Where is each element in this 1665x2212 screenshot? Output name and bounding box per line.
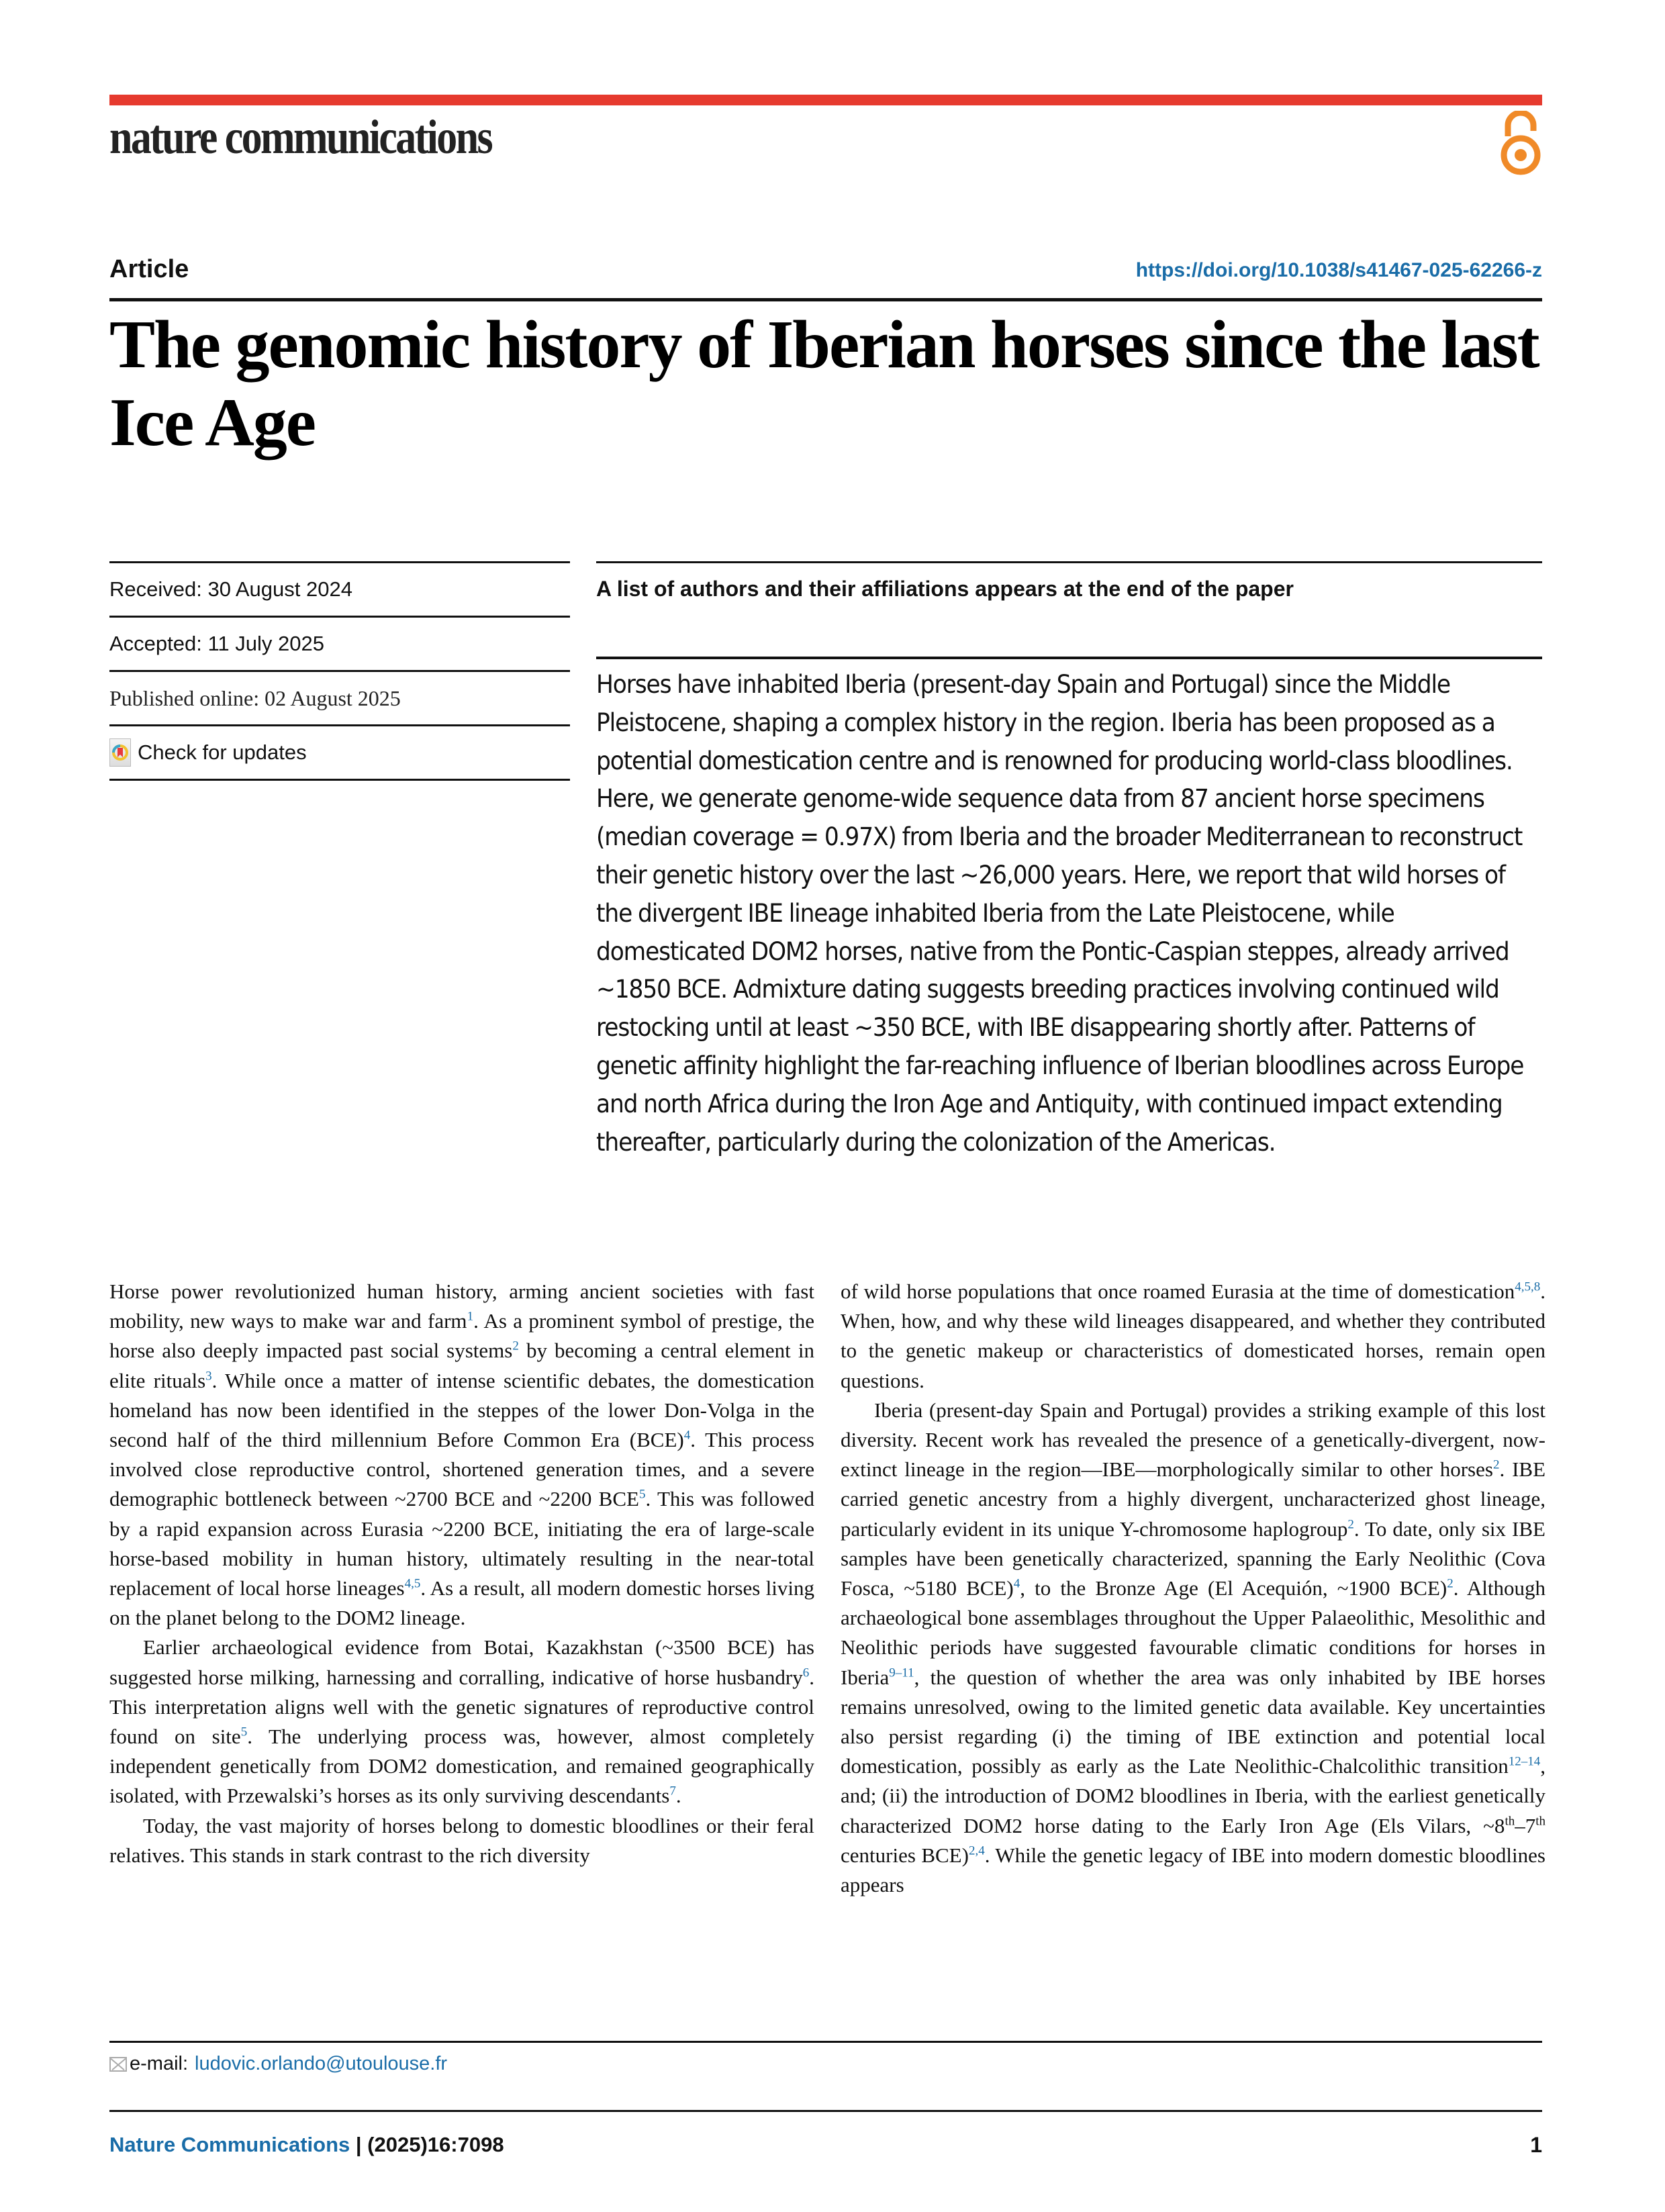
paragraph xyxy=(841,1277,1545,1396)
citation-ref[interactable]: 6 xyxy=(802,1666,810,1680)
text: . This interpretation aligns well with the genetic signatures of reproductive control found on site xyxy=(109,1665,814,1749)
citation-ref[interactable]: 2 xyxy=(1347,1517,1354,1532)
footer-journal-link[interactable]: Nature Communications xyxy=(109,2133,350,2156)
article-type-label: Article xyxy=(109,255,189,283)
paragraph xyxy=(109,1633,814,1811)
text: . As a prominent symbol of prestige, the horse also deeply impacted past social systems xyxy=(109,1309,814,1363)
body-column-left xyxy=(109,1277,814,1870)
email-label: e-mail: xyxy=(130,2053,189,2074)
text: of wild horse populations that once roamed Eurasia at the time of domestication xyxy=(841,1280,1515,1303)
abstract-divider xyxy=(596,657,1542,659)
citation-ref[interactable]: 5 xyxy=(638,1488,646,1502)
text: . This was followed by a rapid expansion across Eurasia ~2200 BCE, initiating the era of large-scale horse-based mobility in human history, ultimately resulting in the near-total replacement of local horse lineages xyxy=(109,1487,814,1600)
check-for-updates-label: Check for updates xyxy=(138,740,307,764)
citation-ref[interactable]: 1 xyxy=(467,1309,474,1324)
footer-volume: | (2025)16:7098 xyxy=(350,2133,504,2156)
citation-ref[interactable]: 2 xyxy=(512,1339,519,1354)
text: Today, the vast majority of horses belong to domestic bloodlines or their feral relatives. This stands in stark contrast to the rich diversity xyxy=(109,1813,814,1867)
ordinal-suffix: th xyxy=(1505,1814,1515,1829)
text: . Although archaeological bone assemblages throughout the Upper Palaeolithic, Mesolithic and Neolithic periods have suggested favourable climatic conditions for horses in Iberia xyxy=(841,1576,1545,1689)
text: . While once a matter of intense scientific debates, the domestication homeland has now been identified in the steppes of the lower Don-Volga in the second half of the third millennium Before Common Era (BCE) xyxy=(109,1368,815,1452)
email-link[interactable]: ludovic.orlando@utoulouse.fr xyxy=(195,2053,448,2074)
authors-affiliations-note: A list of authors and their affiliations appears at the end of the paper xyxy=(596,561,1542,657)
text: , the question of whether the area was only inhabited by IBE horses remains unresolved, owing to the limited genetic data available. Key uncertainties also persist regarding (i) the timing of IBE extinction and potential local domestication, possibly as early as the Late Neolithic-Chalcolithic transition xyxy=(841,1665,1545,1778)
journal-name: nature communications xyxy=(109,110,492,164)
text: . To date, only six IBE samples have been genetically characterized, spanning the Early Neolithic (Cova Fosca, ~5180 BCE) xyxy=(841,1517,1545,1600)
divider xyxy=(109,779,570,781)
citation-ref[interactable]: 4,5 xyxy=(404,1576,421,1591)
received-date xyxy=(109,563,570,616)
footnote-divider xyxy=(109,2041,1542,2043)
text: by becoming a central element in elite rituals xyxy=(109,1339,814,1392)
ordinal-suffix: th xyxy=(1535,1814,1545,1829)
text: . As a result, all modern domestic horses living on the planet belong to the DOM2 lineage. xyxy=(109,1576,814,1630)
open-access-lock-icon xyxy=(1498,111,1543,178)
paragraph xyxy=(109,1811,814,1870)
doi-link[interactable]: https://doi.org/10.1038/s41467-025-62266-z xyxy=(1135,259,1542,281)
citation-ref[interactable]: 4 xyxy=(683,1428,691,1443)
crossmark-icon xyxy=(109,738,131,767)
text: . While the genetic legacy of IBE into modern domestic bloodlines appears xyxy=(841,1843,1545,1897)
text: centuries BCE) xyxy=(841,1843,969,1867)
text: . The underlying process was, however, almost completely independent genetically from DOM2 domestication, and remained geographically isolated, with Przewalski’s horses as its only surviving descendants xyxy=(109,1725,814,1808)
citation-ref[interactable]: 3 xyxy=(205,1369,212,1384)
text: . This process involved close reproductive control, shortened generation times, and a severe demographic bottleneck between ~2700 BCE and ~2200 BCE xyxy=(109,1428,814,1511)
text: , to the Bronze Age (El Acequión, ~1900 BCE) xyxy=(1020,1576,1447,1600)
citation-ref[interactable]: 2,4 xyxy=(968,1843,985,1858)
article-dates-panel xyxy=(109,561,570,781)
text: . xyxy=(675,1784,681,1808)
text: Horse power revolutionized human history, arming ancient societies with fast mobility, new ways to make war and farm xyxy=(109,1280,814,1333)
footer-divider xyxy=(109,2110,1542,2112)
citation-ref[interactable]: 2 xyxy=(1447,1576,1454,1591)
accepted-text: Accepted: 11 July 2025 xyxy=(109,632,324,655)
accepted-date xyxy=(109,618,570,670)
paragraph xyxy=(841,1396,1545,1900)
citation-ref[interactable]: 7 xyxy=(669,1784,676,1799)
envelope-icon xyxy=(109,2057,127,2072)
citation-ref[interactable]: 4,5,8 xyxy=(1515,1280,1541,1294)
text: . IBE carried genetic ancestry from a highly divergent, uncharacterized ghost lineage, particularly evident in its unique Y-chromosome haplogroup xyxy=(841,1457,1546,1541)
page-number: 1 xyxy=(1530,2133,1542,2157)
title-divider xyxy=(109,298,1542,301)
corresponding-email xyxy=(109,2053,447,2075)
header-red-bar xyxy=(109,95,1542,105)
paragraph xyxy=(109,1277,814,1633)
body-column-right xyxy=(841,1277,1545,1900)
published-text: Published online: 02 August 2025 xyxy=(109,685,401,710)
text: , and; (ii) the introduction of DOM2 bloodlines in Iberia, with the earliest genetically characterized DOM2 horse dating to the Early Iron Age (Els Vilars, ~8 xyxy=(841,1754,1545,1837)
citation-ref[interactable]: 4 xyxy=(1013,1576,1020,1591)
received-text: Received: 30 August 2024 xyxy=(109,577,352,601)
article-title: The genomic history of Iberian horses since the last Ice Age xyxy=(109,307,1539,461)
citation-ref[interactable]: 2 xyxy=(1492,1457,1500,1472)
text: –7 xyxy=(1515,1813,1536,1837)
citation-ref[interactable]: 12–14 xyxy=(1508,1754,1541,1769)
abstract: Horses have inhabited Iberia (present-day Spain and Portugal) since the Middle Pleistocene, shaping a complex history in the region. Iberia has been proposed as a potential domestication centre and is renowned for producing world-class bloodlines. Here, we generate genome-wide sequence data from 87 ancient horse specimens (median coverage = 0.97X) from Iberia and the broader Mediterranean to reconstruct their genetic history over the last ~26,000 years. Here, we report that wild horses of the divergent IBE lineage inhabited Iberia from the Late Pleistocene, while domesticated DOM2 horses, native from the Pontic-Caspian steppes, already arrived ~1850 BCE. Admixture dating suggests breeding practices involving continued wild restocking until at least ~350 BCE, with IBE disappearing shortly after. Patterns of genetic affinity highlight the far-reaching influence of Iberian bloodlines across Europe and north Africa during the Iron Age and Antiquity, with continued impact extending thereafter, particularly during the colonization of the Americas. xyxy=(596,670,1524,1157)
footer-citation xyxy=(109,2133,504,2157)
text: . When, how, and why these wild lineages disappeared, and whether they contributed to the genetic makeup or characteristics of domesticated horses, remain open questions. xyxy=(841,1280,1545,1392)
citation-ref[interactable]: 5 xyxy=(240,1725,248,1739)
check-for-updates-button[interactable] xyxy=(109,738,307,767)
citation-ref[interactable]: 9–11 xyxy=(889,1666,914,1680)
check-for-updates-row xyxy=(109,726,570,779)
text: Iberia (present-day Spain and Portugal) provides a striking example of this lost diversity. Recent work has revealed the presence of a genetically-divergent, now-extinct lineage in the region—IBE—morphologically similar to other horses xyxy=(841,1398,1545,1482)
text: Earlier archaeological evidence from Botai, Kazakhstan (~3500 BCE) has suggested horse milking, harnessing and corralling, indicative of horse husbandry xyxy=(109,1635,814,1689)
published-date xyxy=(109,672,570,724)
